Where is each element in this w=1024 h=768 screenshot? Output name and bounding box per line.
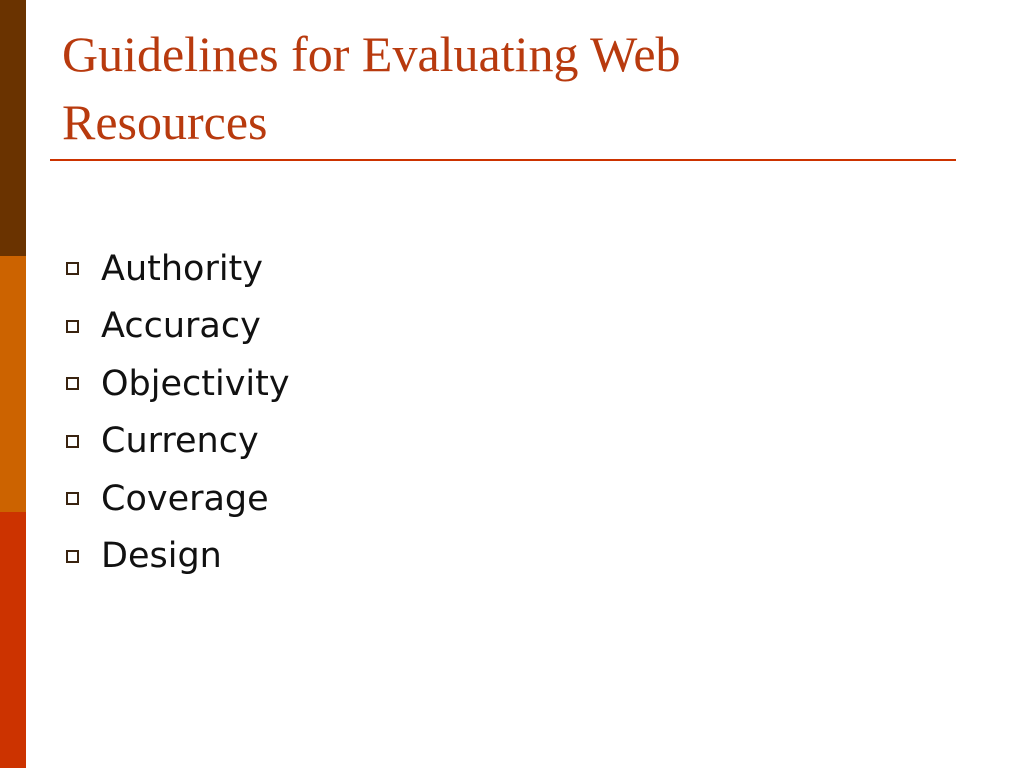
bullet-list (64, 240, 290, 585)
hollow-square-bullet-icon (66, 262, 79, 275)
bullet-item-currency (64, 413, 290, 471)
bullet-item-coverage (64, 470, 290, 528)
bullet-text: Coverage (101, 478, 269, 519)
bullet-item-design (64, 528, 290, 586)
bullet-text: Accuracy (101, 306, 261, 347)
hollow-square-bullet-icon (66, 377, 79, 390)
hollow-square-bullet-icon (66, 492, 79, 505)
hollow-square-bullet-icon (66, 435, 79, 448)
hollow-square-bullet-icon (66, 320, 79, 333)
slide-title-line-1: Guidelines for Evaluating Web (62, 26, 681, 82)
bullet-item-authority (64, 240, 290, 298)
title-underline-rule (50, 159, 956, 161)
sidebar-accent-middle (0, 256, 26, 512)
bullet-item-accuracy (64, 298, 290, 356)
slide-title (62, 20, 942, 156)
sidebar-accent-top (0, 0, 26, 256)
bullet-text: Authority (101, 248, 263, 289)
bullet-text: Objectivity (101, 363, 290, 404)
bullet-text: Design (101, 536, 222, 577)
bullet-text: Currency (101, 421, 259, 462)
sidebar-accent-bottom (0, 512, 26, 768)
slide-title-line-2: Resources (62, 94, 268, 150)
hollow-square-bullet-icon (66, 550, 79, 563)
bullet-item-objectivity (64, 355, 290, 413)
